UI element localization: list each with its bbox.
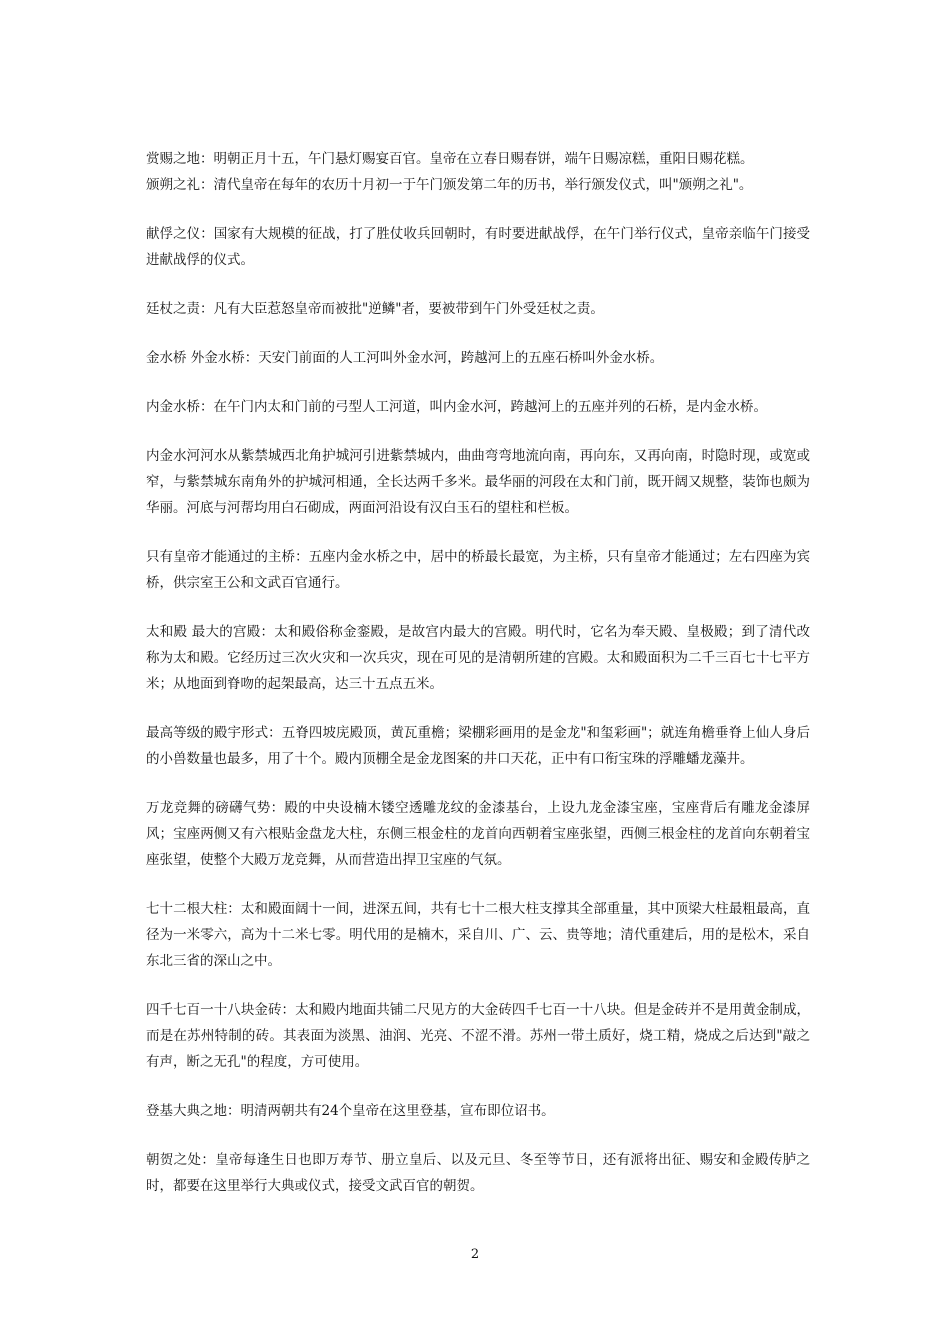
paragraph-enthronement: 登基大典之地：明清两朝共有24个皇帝在这里登基，宣布即位诏书。 bbox=[146, 1103, 555, 1119]
paragraph-court-flogging: 廷杖之责：凡有大臣惹怒皇帝而被批"逆鳞"者，要被带到午门外受廷杖之责。 bbox=[146, 301, 604, 317]
paragraph-inner-golden-water-bridge: 内金水桥：在午门内太和门前的弓型人工河道，叫内金水河，跨越河上的五座并列的石桥，是内金水桥。 bbox=[146, 399, 767, 415]
paragraph-main-bridge: 只有皇帝才能通过的主桥：五座内金水桥之中，居中的桥最长最宽，为主桥，只有皇帝才能通过；左右四座为宾桥，供宗室王公和文武百官通行。 bbox=[146, 549, 810, 591]
paragraph-inner-golden-water-river: 内金水河河水从紫禁城西北角护城河引进紫禁城内，曲曲弯弯地流向南，再向东，又再向南，时隐时现，或宽或窄，与紫禁城东南角外的护城河相通，全长达两千多米。最华丽的河段在太和门前，既开阔又规整，装饰也颇为华丽。河底与河帮均用白石砌成，两面河沿设有汉白玉石的望柱和栏板。 bbox=[146, 448, 810, 516]
paragraph-dragon-momentum: 万龙竞舞的磅礴气势：殿的中央设楠木镂空透雕龙纹的金漆基台，上设九龙金漆宝座，宝座背后有雕龙金漆屏风；宝座两侧又有六根贴金盘龙大柱，东侧三根金柱的龙首向西朝着宝座张望，西侧三根金柱的龙首向东朝着宝座张望，使整个大殿万龙竞舞，从而营造出捍卫宝座的气氛。 bbox=[146, 800, 810, 868]
paragraph-court-congratulation: 朝贺之处：皇帝每逢生日也即万寿节、册立皇后、以及元旦、冬至等节日，还有派将出征、赐安和金殿传胪之时，都要在这里举行大典或仪式，接受文武百官的朝贺。 bbox=[146, 1152, 810, 1194]
paragraph-reward-place: 赏赐之地：明朝正月十五，午门悬灯赐宴百官。皇帝在立春日赐春饼，端午日赐凉糕，重阳日赐花糕。 bbox=[146, 151, 754, 167]
paragraph-golden-bricks: 四千七百一十八块金砖：太和殿内地面共铺二尺见方的大金砖四千七百一十八块。但是金砖并不是用黄金制成，而是在苏州特制的砖。其表面为淡黑、油润、光亮、不涩不滑。苏州一带土质好，烧工精，烧成之后达到"敲之有声，断之无孔"的程度，方可使用。 bbox=[146, 1002, 810, 1070]
paragraph-highest-grade-architecture: 最高等级的殿宇形式：五脊四坡庑殿顶，黄瓦重檐；梁棚彩画用的是金龙"和玺彩画"；就连角檐垂脊上仙人身后的小兽数量也最多，用了十个。殿内顶棚全是金龙图案的井口天花，正中有口衔宝珠的浮雕蟠龙藻井。 bbox=[146, 725, 810, 767]
page-number: 2 bbox=[470, 1247, 480, 1262]
paragraph-captive-ceremony: 献俘之仪：国家有大规模的征战，打了胜仗收兵回朝时，有时要进献战俘，在午门举行仪式，皇帝亲临午门接受进献战俘的仪式。 bbox=[146, 226, 810, 268]
paragraph-calendar-ceremony: 颁朔之礼：清代皇帝在每年的农历十月初一于午门颁发第二年的历书，举行颁发仪式，叫"颁朔之礼"。 bbox=[146, 177, 753, 193]
document-body bbox=[146, 146, 810, 1222]
paragraph-seventy-two-pillars: 七十二根大柱：太和殿面阔十一间，进深五间，共有七十二根大柱支撑其全部重量，其中顶梁大柱最粗最高，直径为一米零六，高为十二米七零。明代用的是楠木，采自川、广、云、贵等地；清代重建后，用的是松木，采自东北三省的深山之中。 bbox=[146, 901, 810, 969]
paragraph-taihe-hall: 太和殿 最大的宫殿：太和殿俗称金銮殿，是故宫内最大的宫殿。明代时，它名为奉天殿、皇极殿；到了清代改称为太和殿。它经历过三次火灾和一次兵灾，现在可见的是清朝所建的宫殿。太和殿面积为二千三百七十七平方米；从地面到脊吻的起架最高，达三十五点五米。 bbox=[146, 624, 810, 692]
paragraph-outer-golden-water-bridge: 金水桥 外金水桥：天安门前面的人工河叫外金水河，跨越河上的五座石桥叫外金水桥。 bbox=[146, 350, 664, 366]
